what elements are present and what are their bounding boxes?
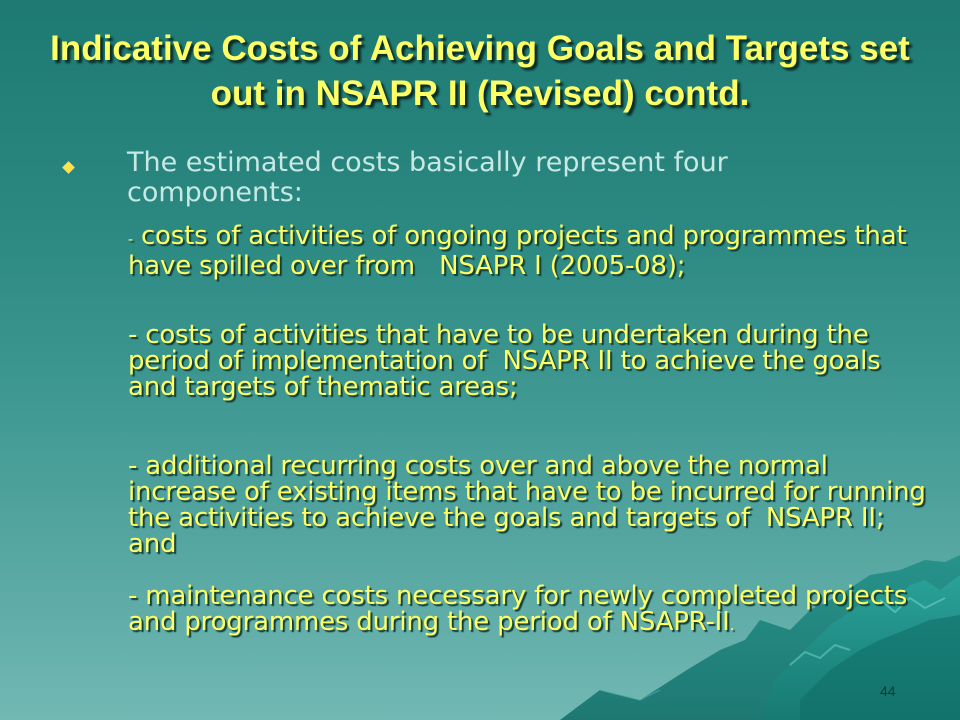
list-item: [128, 322, 928, 400]
item-trailing-period: .: [729, 616, 735, 634]
list-item: [128, 583, 928, 638]
item-text: costs of activities of ongoing projects and programmes that have spilled over from NSAPR I (2005-08);: [128, 221, 907, 281]
item-text: - maintenance costs necessary for newly completed projects and programmes during the period of NSAPR-II: [128, 581, 908, 637]
page-number: 44: [880, 683, 896, 699]
intro-text: The estimated costs basically represent four components:: [127, 147, 728, 208]
item-text: - costs of activities that have to be undertaken during the period of implementation of NSAPR II to achieve the goals and targets of thematic areas;: [128, 320, 881, 402]
list-item: [128, 223, 928, 279]
item-text: - additional recurring costs over and above the normal increase of existing items that have to be incurred for running the activities to achieve the goals and targets of NSAPR II; and: [128, 451, 926, 559]
item-dash: -: [128, 232, 133, 248]
list-item: [128, 453, 928, 557]
slide-title: Indicative Costs of Achieving Goals and Targets set out in NSAPR II (Revised) contd.: [50, 29, 910, 113]
